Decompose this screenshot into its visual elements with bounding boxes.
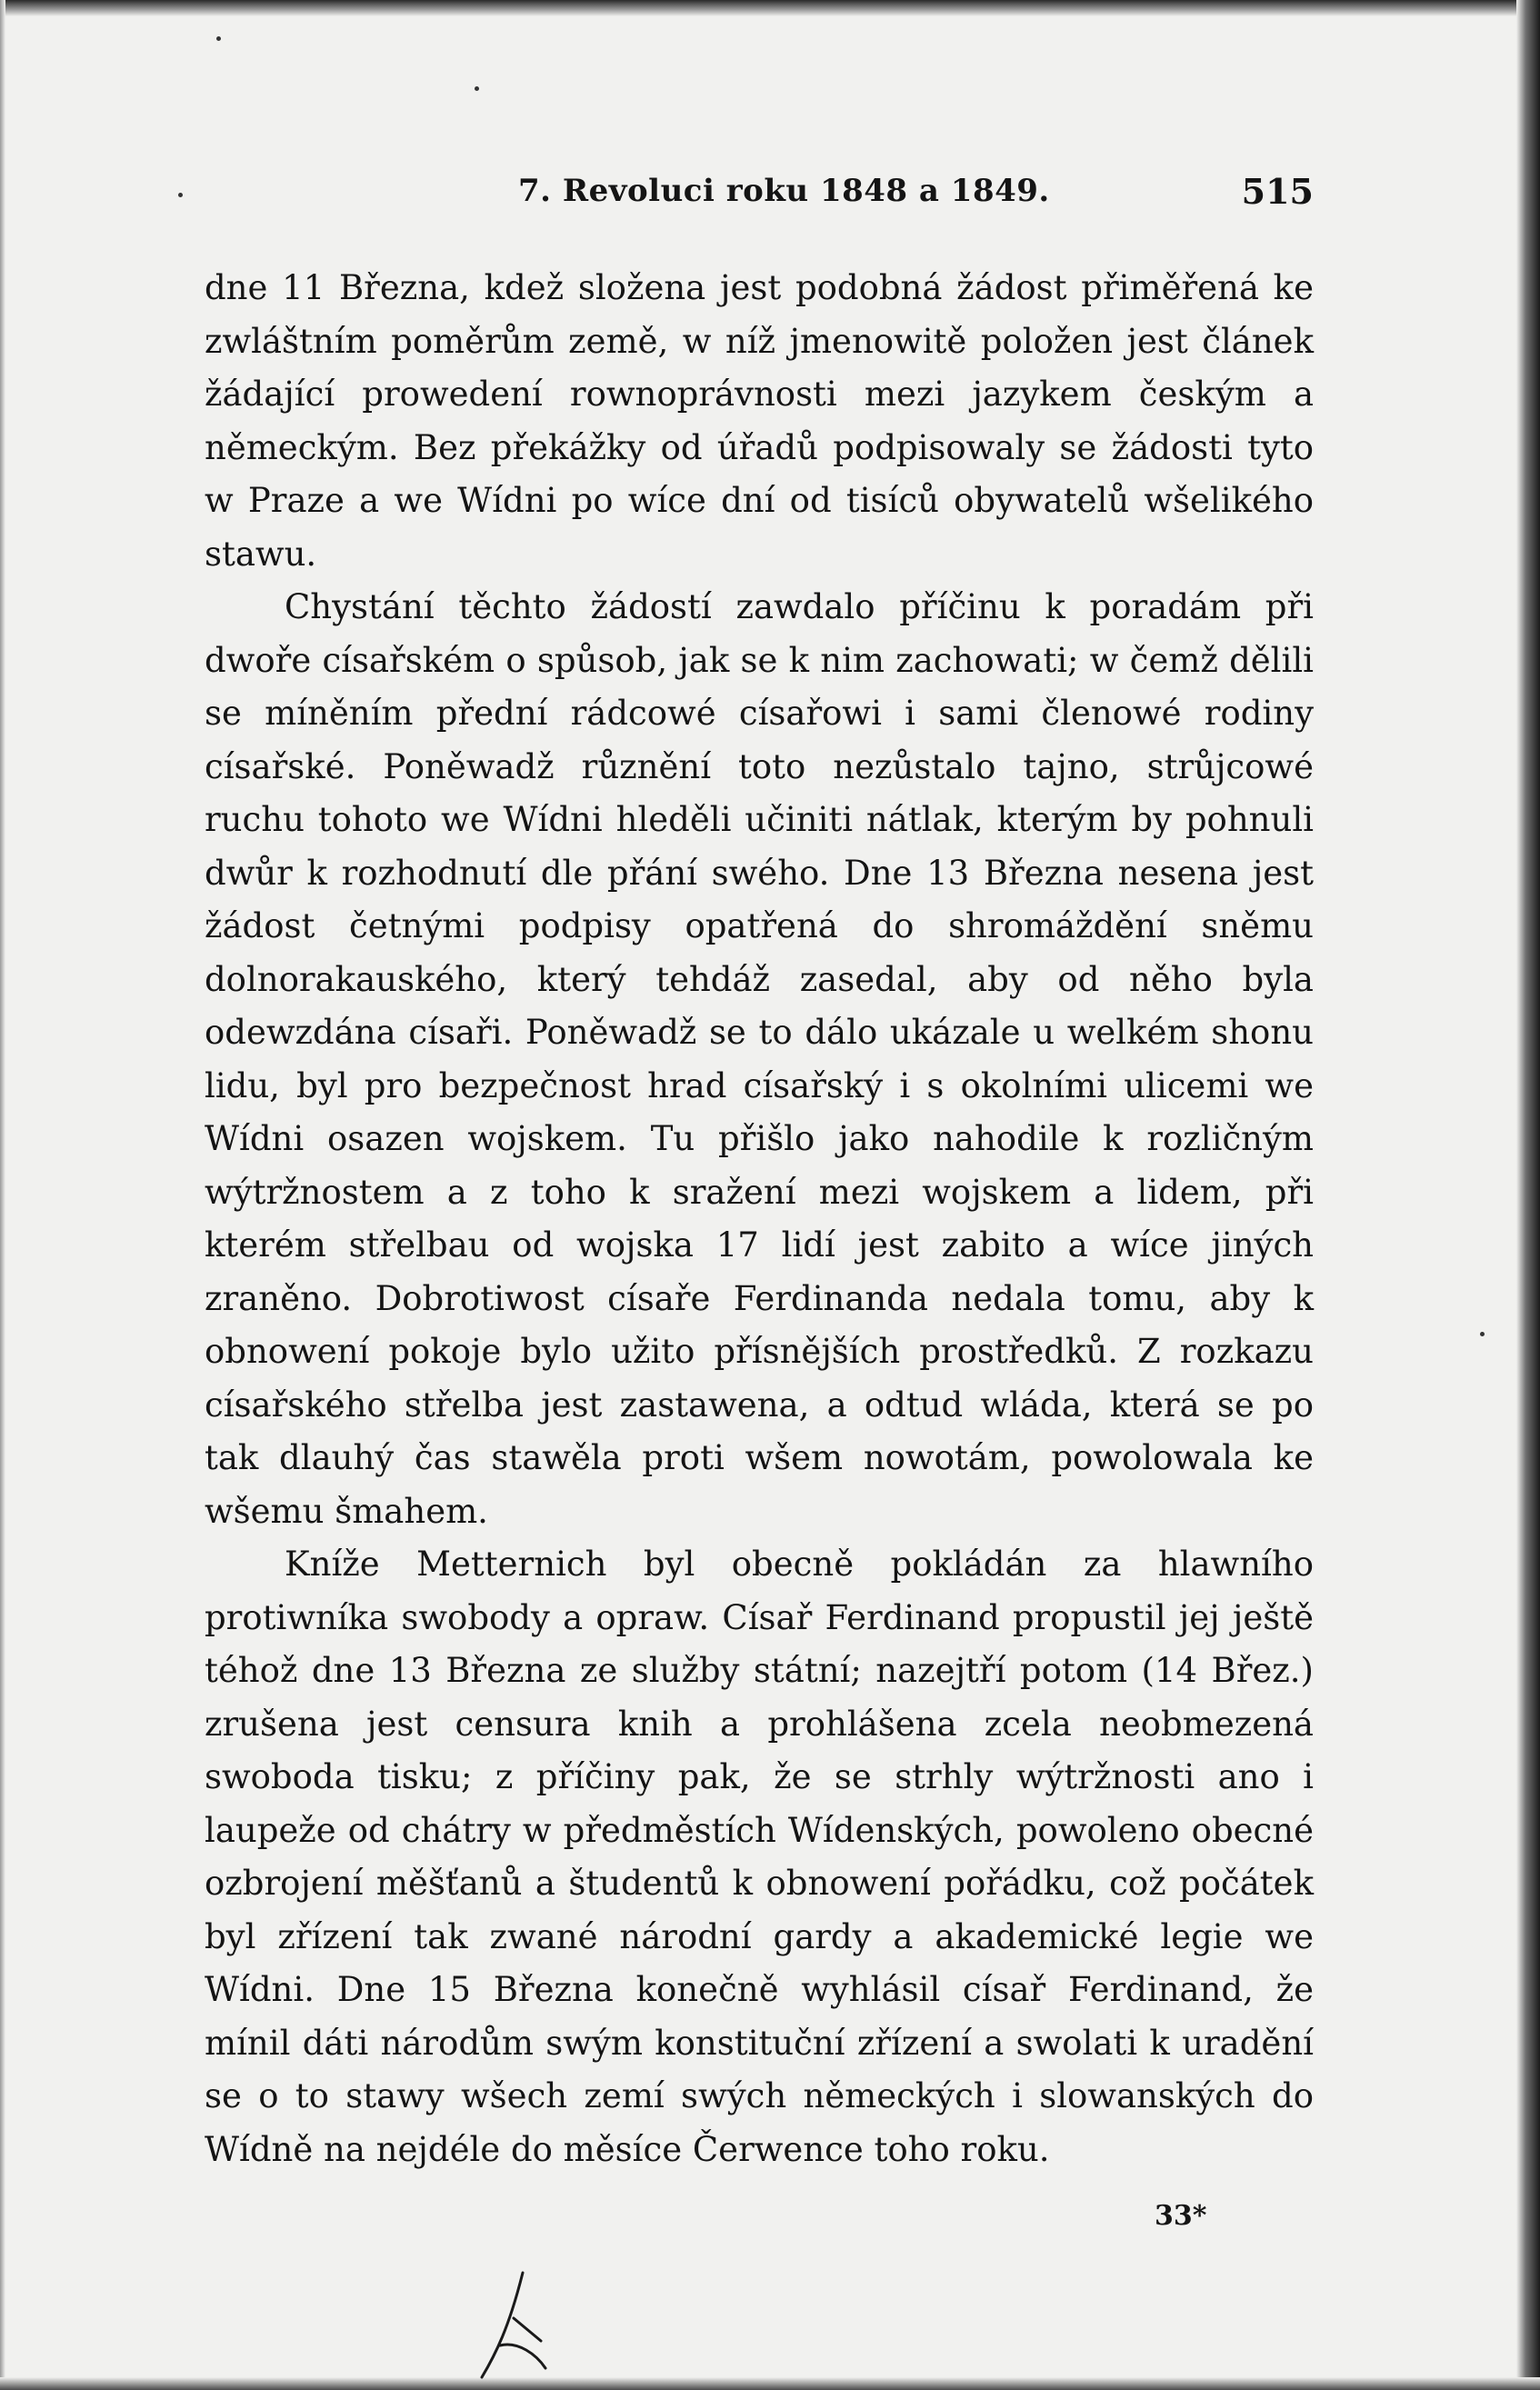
- page-number: 515: [1241, 171, 1314, 212]
- scan-speck: [1480, 1332, 1485, 1336]
- paragraph-3: Kníže Metternich byl obecně pokládán za hlawního protiwníka swobody a opraw. Císař Ferdinand propustil jej ještě téhož dne 13 Března ze služby státní; nazejtří potom (14 Břez.) zrušena jest censura knih a prohlášena zcela neobmezená swoboda tisku; z příčiny pak, že se strhly wýtržnosti ano i laupeže od chátry w předměstích Wídenských, powoleno obecné ozbrojení měšťanů a študentů k obnowení pořádku, což počátek byl zřízení tak zwané národní gardy a akademické legie we Wídni. Dne 15 Března konečně wyhlásil císař Ferdinand, že mínil dáti národům swým konstituční zřízení a swolati k uradění se o to stawy wšech zemí swých německých i slowanských do Wídně na nejdéle do měsíce Čerwence toho roku.: [205, 1545, 1314, 2169]
- scan-edge-right: [1516, 0, 1540, 2390]
- scan-edge-bottom: [0, 2377, 1540, 2390]
- running-title: 7. Revoluci roku 1848 a 1849.: [518, 173, 1050, 209]
- pen-mark-icon: [473, 2255, 555, 2382]
- signature-mark: 33*: [1155, 2200, 1207, 2232]
- paragraph-1: dne 11 Března, kdež složena jest podobná žádost přiměřená ke zwláštním poměrům země, w níž jmenowitě položen jest článek žádající prowedení rownoprávnosti mezi jazykem českým a německým. Bez překážky od úřadů podpisowaly se žádosti tyto w Praze a we Wídni po wíce dní od tisíců obywatelů wšelikého stawu.: [205, 268, 1314, 574]
- scan-speck: [178, 193, 183, 197]
- page-header: [205, 173, 1314, 218]
- paragraph-2: Chystání těchto žádostí zawdalo příčinu k poradám při dwoře císařském o spůsob, jak se k nim zachowati; w čemž dělili se míněním přední rádcowé císařowi i sami členowé rodiny císařské. Poněwadž různění toto nezůstalo tajno, strůjcowé ruchu tohoto we Wídni hleděli učiniti nátlak, kterým by pohnuli dwůr k rozhodnutí dle přání swého. Dne 13 Března nesena jest žádost četnými podpisy opatřená do shromáždění sněmu dolnorakauského, který tehdáž zasedal, aby od něho byla odewzdána císaři. Poněwadž se to dálo ukázale u welkém shonu lidu, byl pro bezpečnost hrad císařský i s okolními ulicemi we Wídni osazen wojskem. Tu přišlo jako nahodile k rozličným wýtržnostem a z toho k sražení mezi wojskem a lidem, při kterém střelbau od wojska 17 lidí jest zabito a wíce jiných zraněno. Dobrotiwost císaře Ferdinanda nedala tomu, aby k obnowení pokoje bylo užito přísnějších prostředků. Z rozkazu císařského střelba jest zastawena, a odtud wláda, která se po tak dlauhý čas stawěla proti wšem nowotám, powolowala ke wšemu šmahem.: [205, 587, 1314, 1531]
- scan-speck: [216, 36, 221, 41]
- body-text: [205, 262, 1314, 2176]
- scan-speck: [475, 86, 479, 91]
- scan-edge-top: [0, 0, 1540, 16]
- scan-edge-left: [0, 0, 5, 2390]
